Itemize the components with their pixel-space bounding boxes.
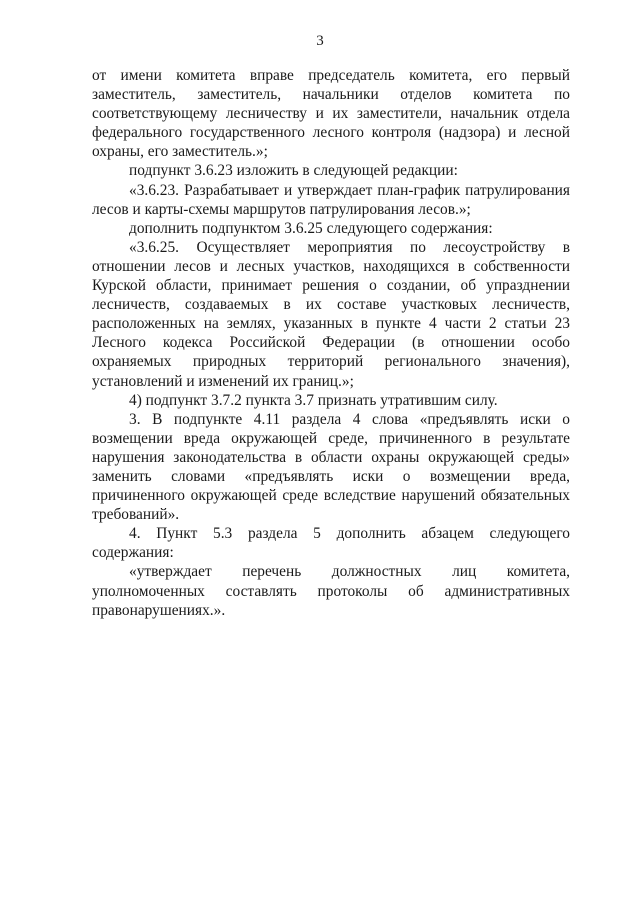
paragraph: 4) подпункт 3.7.2 пункта 3.7 признать утратившим силу.	[129, 391, 498, 409]
paragraph: от имени комитета вправе председатель комитета, его первый заместитель, заместитель, начальники отделов комитета по соответствующему лесничеству и их заместители, начальник отдела федерального государственного лесного контроля (надзора) и лесной охраны, его заместитель.»;	[92, 67, 570, 161]
paragraph: «3.6.23. Разрабатывает и утверждает план-график патрулирования лесов и карты-схемы маршрутов патрулирования лесов.»;	[92, 181, 570, 218]
paragraph: подпункт 3.6.23 изложить в следующей редакции:	[129, 162, 458, 180]
document-body	[92, 66, 570, 620]
paragraph: дополнить подпунктом 3.6.25 следующего содержания:	[129, 219, 493, 237]
page-number: 3	[316, 33, 324, 49]
paragraph: «3.6.25. Осуществляет мероприятия по лесоустройству в отношении лесов и лесных участков, находящихся в собственности Курской области, принимает решения о создании, об упразднении лесничеств, создаваемых в их составе участковых лесничеств, расположенных на землях, указанных в пункте 4 части 2 статьи 23 Лесного кодекса Российской Федерации (в отношении особо охраняемых природных территорий регионального значения), установлений и изменений их границ.»;	[92, 238, 570, 390]
paragraph: 3. В подпункте 4.11 раздела 4 слова «предъявлять иски о возмещении вреда окружающей среде, причиненного в результате нарушения законодательства в области охраны окружающей среды» заменить словами «предъявлять иски о возмещении вреда, причиненного окружающей среде вследствие нарушений обязательных требований».	[92, 410, 570, 524]
paragraph: 4. Пункт 5.3 раздела 5 дополнить абзацем следующего содержания:	[92, 525, 570, 562]
paragraph: «утверждает перечень должностных лиц комитета, уполномоченных составлять протоколы об административных правонарушениях.».	[92, 563, 570, 619]
